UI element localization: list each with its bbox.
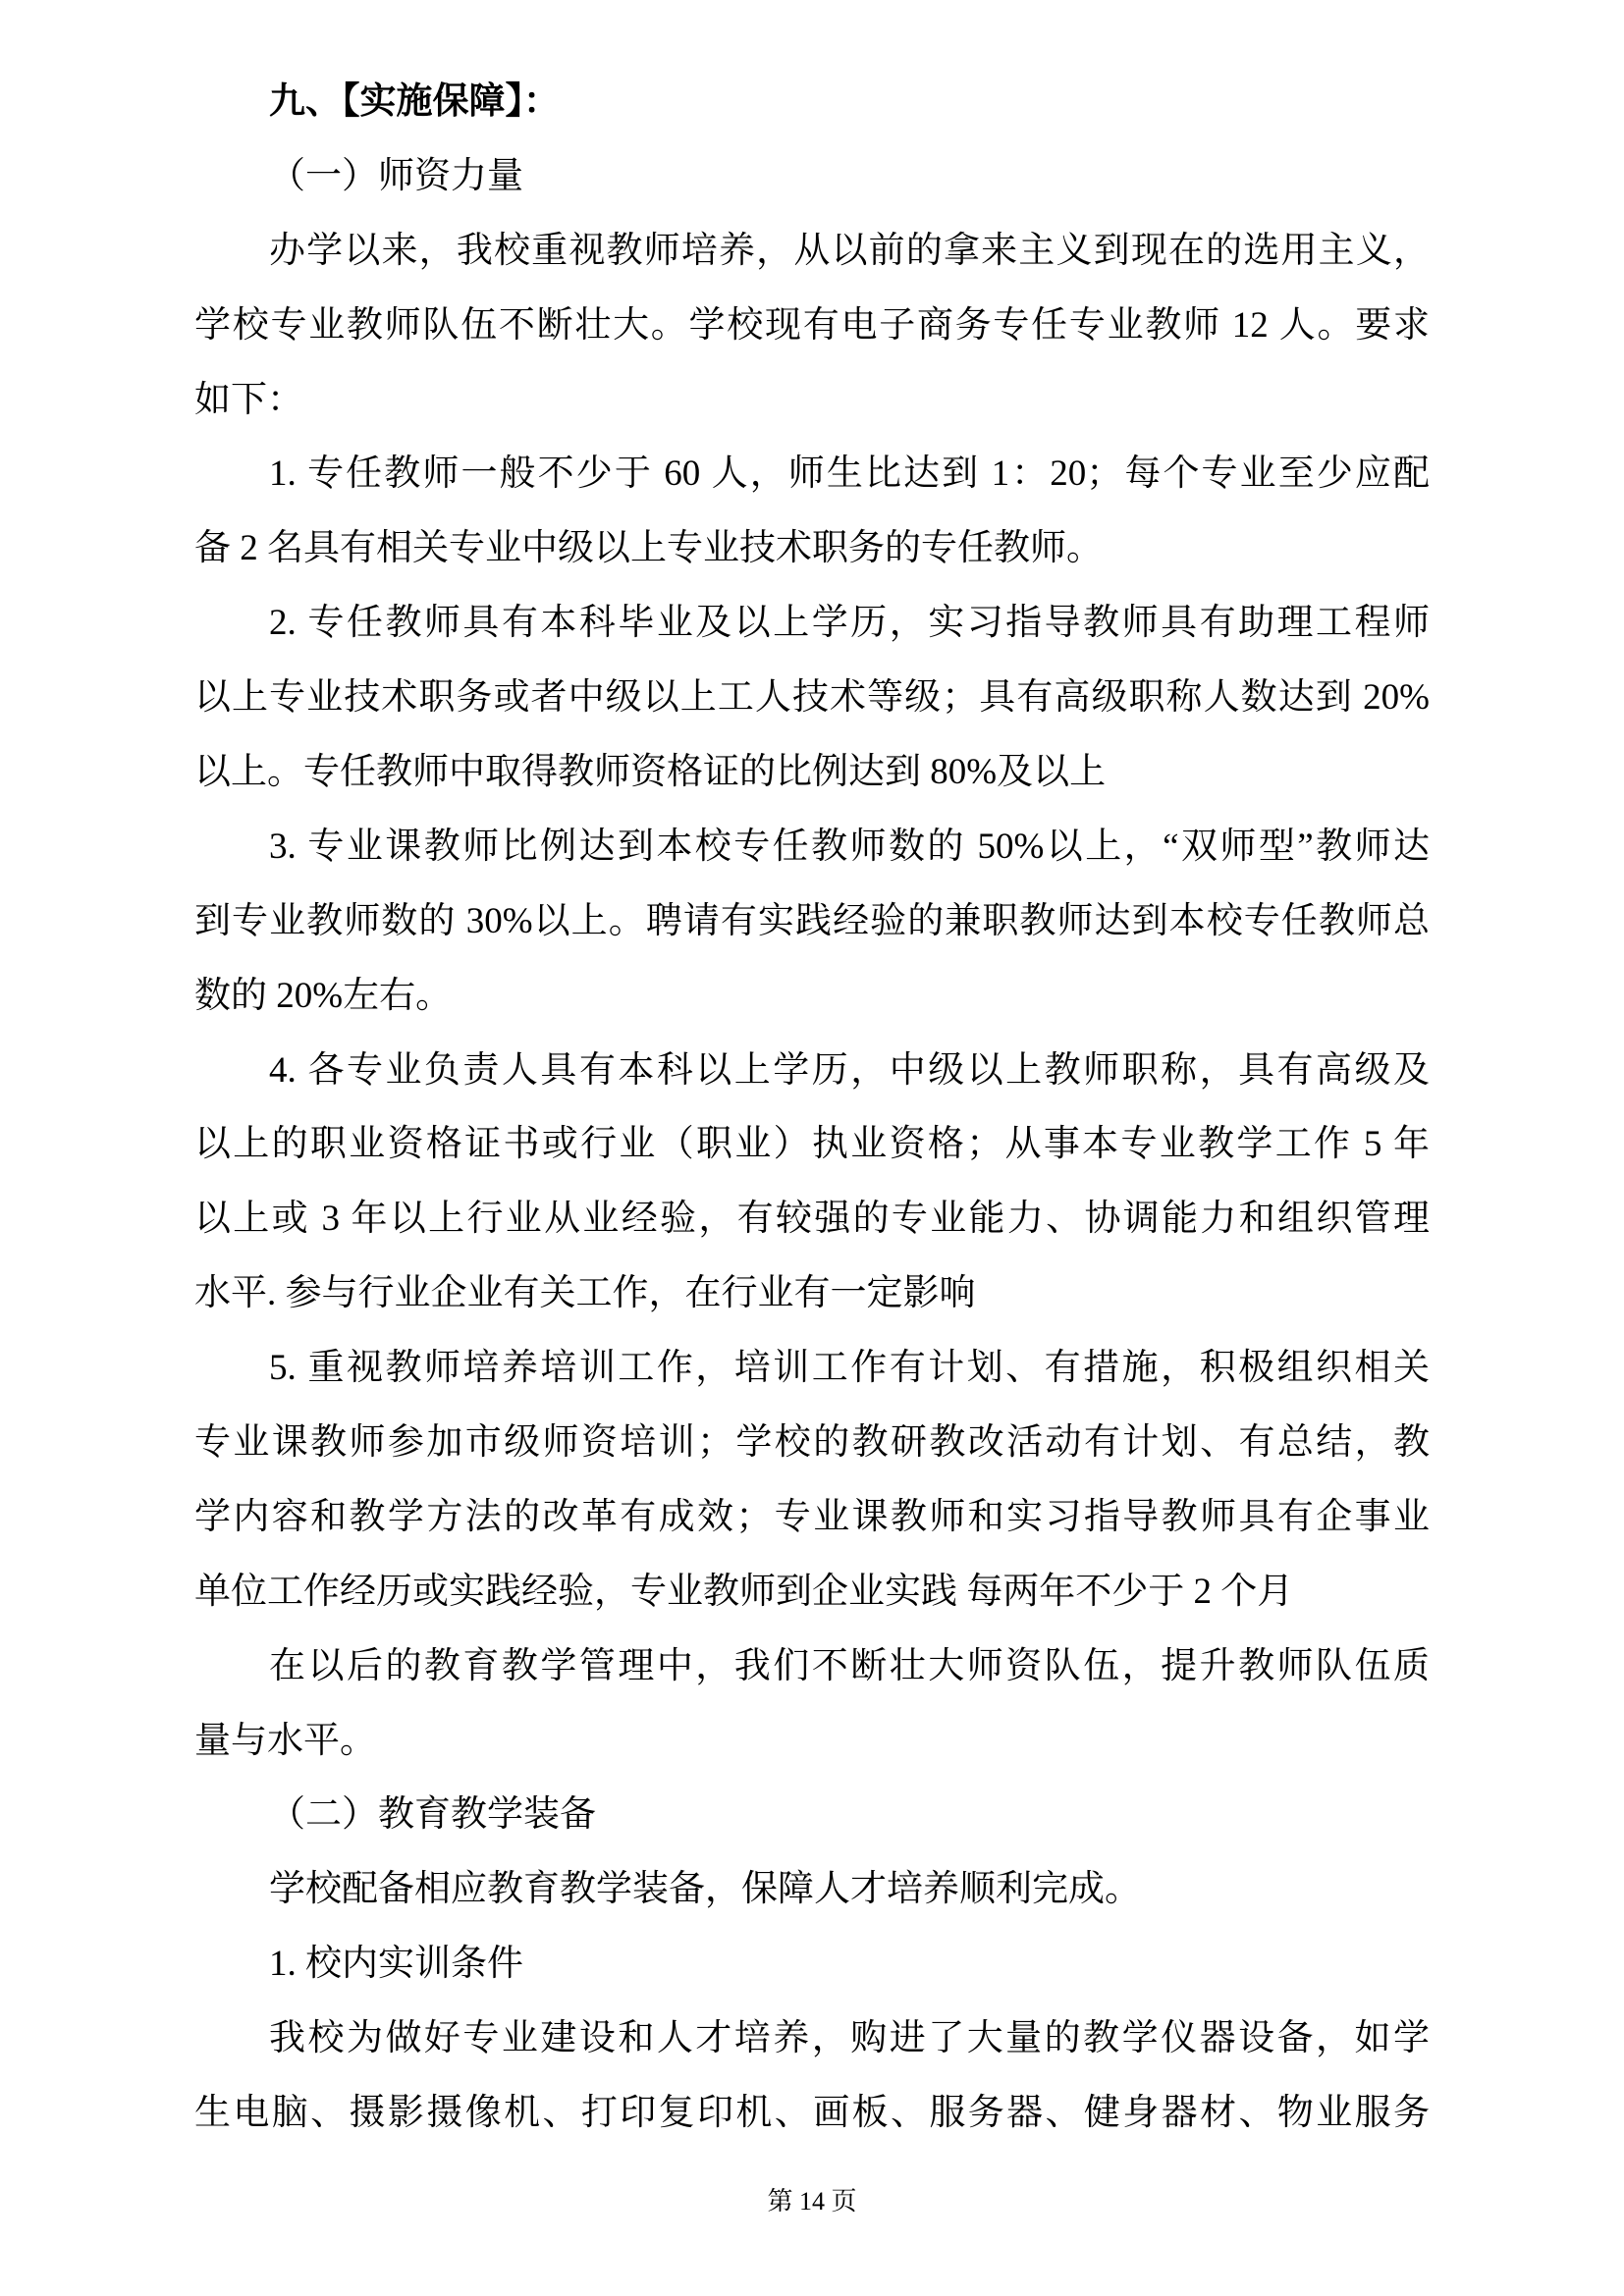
text-line: 学校专业教师队伍不断壮大。学校现有电子商务专任专业教师 12 人。要求 bbox=[194, 304, 1430, 346]
page-number-label: 第 14 页 bbox=[767, 2187, 857, 2216]
text-line: 我校为做好专业建设和人才培养，购进了大量的教学仪器设备，如学 bbox=[269, 2018, 1430, 2059]
text-line: 4. 各专业负责人具有本科以上学历，中级以上教师职称，具有高级及 bbox=[269, 1049, 1430, 1091]
text-line: 以上专业技术职务或者中级以上工人技术等级；具有高级职称人数达到 20% bbox=[194, 677, 1430, 719]
text-line: 九、【实施保障】： bbox=[269, 81, 560, 122]
text-line: 1. 校内实训条件 bbox=[269, 1944, 523, 1985]
document-body bbox=[194, 65, 1430, 2151]
text-line: 专业课教师参加市级师资培训；学校的教研教改活动有计划、有总结，教 bbox=[194, 1422, 1430, 1464]
text-line: 3. 专业课教师比例达到本校专任教师数的 50%以上，“双师型”教师达 bbox=[269, 826, 1430, 867]
text-line: 数的 20%左右。 bbox=[194, 975, 453, 1016]
text-line: （二）教育教学装备 bbox=[269, 1794, 596, 1836]
text-line: 以上。专任教师中取得教师资格证的比例达到 80%及以上 bbox=[194, 752, 1107, 793]
text-line: 办学以来，我校重视教师培养，从以前的拿来主义到现在的选用主义， bbox=[269, 230, 1430, 271]
text-line: 到专业教师数的 30%以上。聘请有实践经验的兼职教师达到本校专任教师总 bbox=[194, 900, 1430, 941]
text-line: 生电脑、摄影摄像机、打印复印机、画板、服务器、健身器材、物业服务 bbox=[194, 2093, 1430, 2134]
text-line: 在以后的教育教学管理中，我们不断壮大师资队伍，提升教师队伍质 bbox=[269, 1645, 1430, 1686]
text-line: 1. 专任教师一般不少于 60 人，师生比达到 1：20；每个专业至少应配 bbox=[269, 454, 1430, 495]
text-line: 量与水平。 bbox=[194, 1720, 376, 1761]
text-line: 5. 重视教师培养培训工作，培训工作有计划、有措施，积极组织相关 bbox=[269, 1348, 1430, 1389]
text-line: 以上的职业资格证书或行业（职业）执业资格；从事本专业教学工作 5 年 bbox=[194, 1124, 1430, 1165]
text-line: 备 2 名具有相关专业中级以上专业技术职务的专任教师。 bbox=[194, 528, 1103, 569]
text-line: 水平. 参与行业企业有关工作，在行业有一定影响 bbox=[194, 1273, 976, 1314]
text-line: 以上或 3 年以上行业从业经验，有较强的专业能力、协调能力和组织管理 bbox=[194, 1199, 1430, 1240]
text-line: 2. 专任教师具有本科毕业及以上学历，实习指导教师具有助理工程师 bbox=[269, 603, 1430, 644]
text-line: 学校配备相应教育教学装备，保障人才培养顺利完成。 bbox=[269, 1869, 1141, 1910]
text-line: 如下： bbox=[194, 379, 303, 420]
page-footer bbox=[0, 2183, 1624, 2220]
text-line: 单位工作经历或实践经验，专业教师到企业实践 每两年不少于 2 个月 bbox=[194, 1571, 1294, 1612]
text-line: 学内容和教学方法的改革有成效；专业课教师和实习指导教师具有企事业 bbox=[194, 1496, 1430, 1537]
text-line: （一）师资力量 bbox=[269, 155, 523, 196]
